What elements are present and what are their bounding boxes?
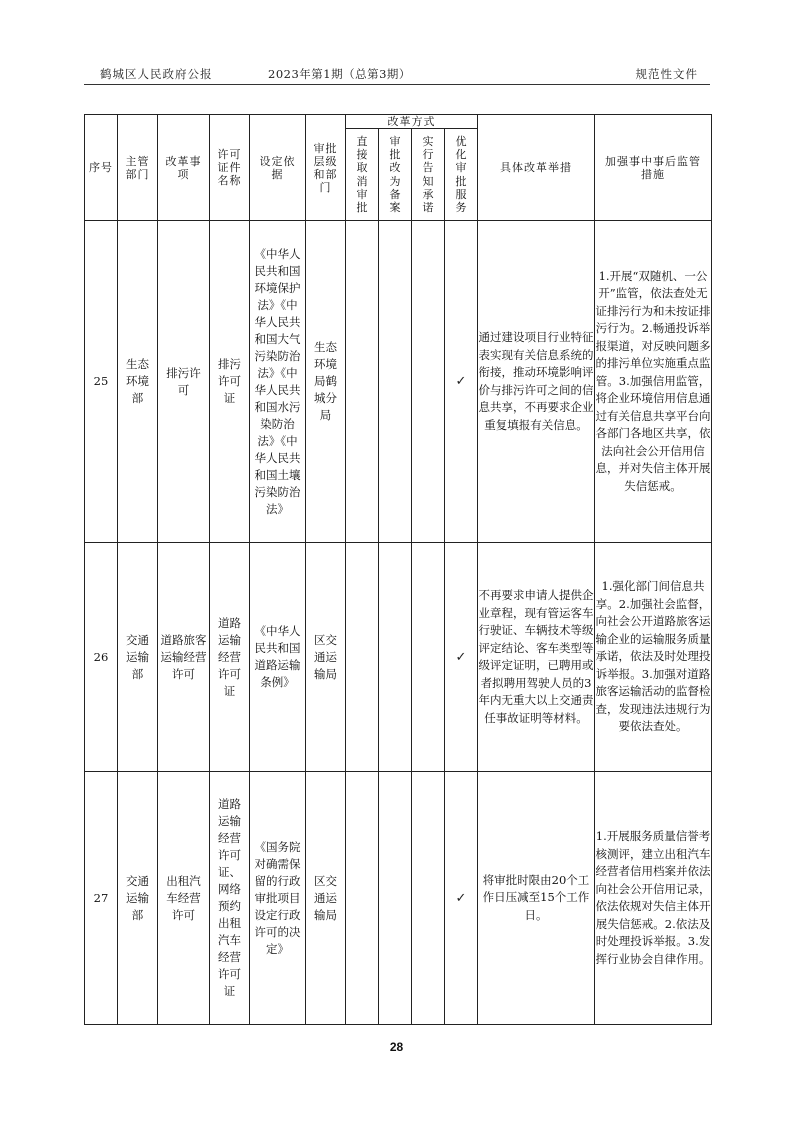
row-method-cancel (346, 772, 379, 1025)
row-dept: 生态环境部 (118, 221, 158, 543)
row-license: 排污许可证 (210, 221, 250, 543)
header-item: 改革事项 (158, 115, 210, 221)
row-basis: 《中华人民共和国道路运输条例》 (250, 543, 306, 772)
row-license: 道路运输经营许可证 (210, 543, 250, 772)
row-method-cancel (346, 221, 379, 543)
row-seq: 27 (85, 772, 118, 1025)
check-mark-icon: ✓ (445, 221, 478, 543)
header-basis: 设定依据 (250, 115, 306, 221)
row-supervision: 1.开展“双随机、一公开”监管，依法查处无证排污行为和未按证排污行为。2.畅通投诉举报渠道，对反映问题多的排污单位实施重点监管。3.加强信用监管，将企业环境信用信息通过有关信息共享平台向各部门各地区共享，依法向社会公开信用信息，并对失信主体开展失信惩戒。 (595, 221, 712, 543)
row-level: 区交通运输局 (306, 772, 346, 1025)
header-dept: 主管部门 (118, 115, 158, 221)
row-dept: 交通运输部 (118, 772, 158, 1025)
header-seq: 序号 (85, 115, 118, 221)
issue-number: 2023年第1期（总第3期） (268, 67, 411, 81)
header-license: 许可证件名称 (210, 115, 250, 221)
row-license: 道路运输经营许可证、网络预约出租汽车经营许可证 (210, 772, 250, 1025)
section-title: 规范性文件 (635, 67, 698, 81)
header-level: 审批层级和部门 (306, 115, 346, 221)
row-method-filing (379, 221, 412, 543)
header-supervision: 加强事中事后监管措施 (595, 115, 712, 221)
row-seq: 26 (85, 543, 118, 772)
row-measures: 通过建设项目行业特征表实现有关信息系统的衔接，推动环境影响评价与排污许可之间的信息共享，不再要求企业重复填报有关信息。 (478, 221, 595, 543)
header-method-group: 改革方式 (346, 115, 478, 129)
row-method-commitment (412, 221, 445, 543)
row-method-cancel (346, 543, 379, 772)
header-method-filing: 审批改为备案 (379, 129, 412, 221)
bulletin-title: 鹤城区人民政府公报 (100, 67, 213, 81)
row-level: 区交通运输局 (306, 543, 346, 772)
row-method-commitment (412, 772, 445, 1025)
header-method-cancel: 直接取消审批 (346, 129, 379, 221)
row-method-filing (379, 543, 412, 772)
check-mark-icon: ✓ (445, 772, 478, 1025)
header-measures: 具体改革举措 (478, 115, 595, 221)
header-method-commitment: 实行告知承诺 (412, 129, 445, 221)
page-number: 28 (389, 1040, 404, 1054)
header-divider (84, 84, 710, 85)
row-method-commitment (412, 543, 445, 772)
check-mark-icon: ✓ (445, 543, 478, 772)
reform-table (84, 114, 712, 1025)
row-level: 生态环境局鹤城分局 (306, 221, 346, 543)
row-basis: 《中华人民共和国环境保护法》《中华人民共和国大气污染防治法》《中华人民共和国水污染防治法》《中华人民共和国土壤污染防治法》 (250, 221, 306, 543)
row-basis: 《国务院对确需保留的行政审批项目设定行政许可的决定》 (250, 772, 306, 1025)
table-row (85, 772, 712, 1025)
row-item: 道路旅客运输经营许可 (158, 543, 210, 772)
row-dept: 交通运输部 (118, 543, 158, 772)
row-supervision: 1.强化部门间信息共享。2.加强社会监督，向社会公开道路旅客运输企业的运输服务质量承诺，依法及时处理投诉举报。3.加强对道路旅客运输活动的监督检查，发现违法违规行为要依法查处。 (595, 543, 712, 772)
table-row (85, 221, 712, 543)
row-method-filing (379, 772, 412, 1025)
row-supervision: 1.开展服务质量信誉考核测评，建立出租汽车经营者信用档案并依法向社会公开信用记录，依法依规对失信主体开展失信惩戒。2.依法及时处理投诉举报。3.发挥行业协会自律作用。 (595, 772, 712, 1025)
row-measures: 不再要求申请人提供企业章程，现有管运客车行驶证、车辆技术等级评定结论、客车类型等级评定证明，已聘用或者拟聘用驾驶人员的3年内无重大以上交通责任事故证明等材料。 (478, 543, 595, 772)
row-item: 排污许可 (158, 221, 210, 543)
row-seq: 25 (85, 221, 118, 543)
header-method-optimize: 优化审批服务 (445, 129, 478, 221)
page-header (84, 66, 710, 84)
row-measures: 将审批时限由20个工作日压减至15个工作日。 (478, 772, 595, 1025)
row-item: 出租汽车经营许可 (158, 772, 210, 1025)
table-row (85, 543, 712, 772)
